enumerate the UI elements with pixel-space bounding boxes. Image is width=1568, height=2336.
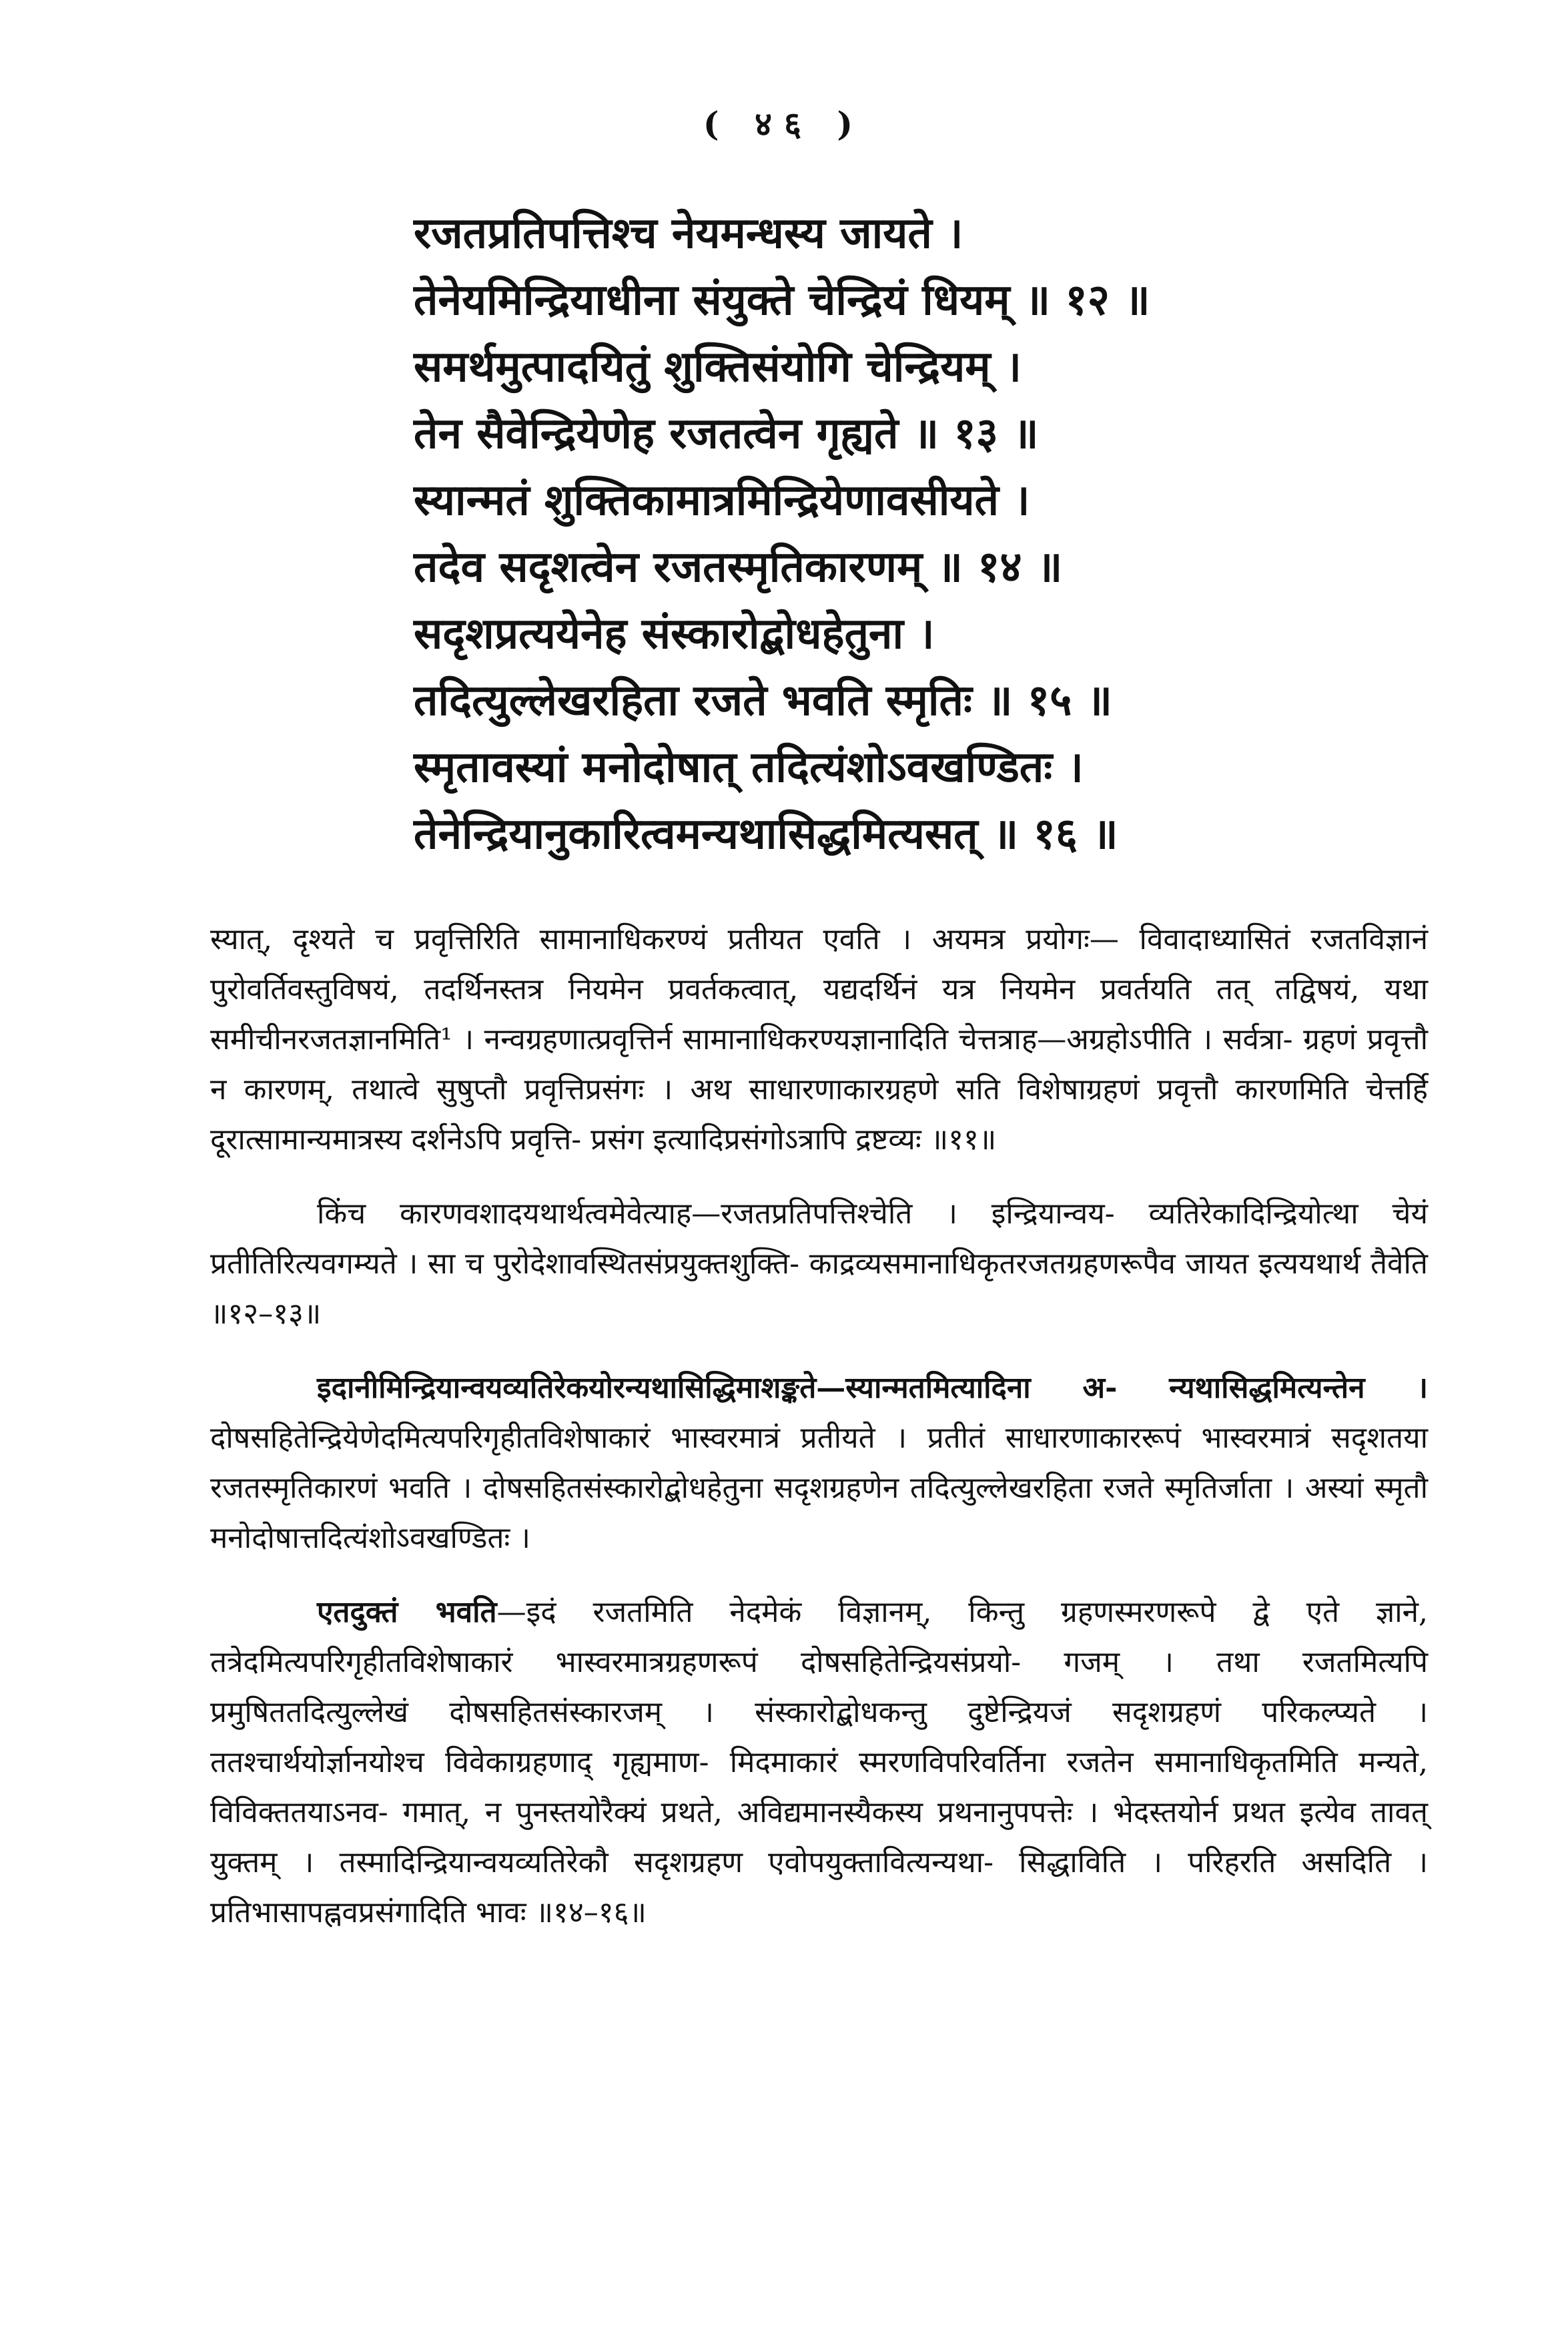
commentary-paragraph-1: स्यात्, दृश्यते च प्रवृत्तिरिति सामानाधिकरण्यं प्रतीयत एवति । अयमत्र प्रयोगः— विवादाध्यासितं रजतविज्ञानं पुरोवर्तिवस्तुविषयं, तदर्थिनस्तत्र नियमेन प्रवर्तकत्वात्, यद्यदर्थिनं यत्र नियमेन प्रवर्तयति तत् तद्विषयं, यथा समीचीनरजतज्ञानमिति¹ । नन्वग्रहणात्प्रवृत्तिर्न सामानाधिकरण्यज्ञानादिति चेत्तत्राह—अग्रहोऽपीति । सर्वत्रा- ग्रहणं प्रवृत्तौ न कारणम्, तथात्वे सुषुप्तौ प्रवृत्तिप्रसंगः । अथ साधारणाकारग्रहणे सति विशेषाग्रहणं प्रवृत्तौ कारणमिति चेत्तर्हि दूरात्सामान्यमात्रस्य दर्शनेऽपि प्रवृत्ति- प्रसंग इत्यादिप्रसंगोऽत्रापि द्रष्टव्यः ॥११॥ (210, 922, 1428, 1157)
commentary-paragraph-3 (210, 1363, 1428, 1563)
verse-line: स्मृतावस्यां मनोदोषात् तदित्यंशोऽवखण्डितः । (414, 742, 1084, 792)
paragraph-body-text: दोषसहितेन्द्रियेणेदमित्यपरिगृहीतविशेषाकारं भास्वरमात्रं प्रतीयते । प्रतीतं साधारणाकाररूपं भास्वरमात्रं सदृशतया रजतस्मृतिकारणं भवति । दोषसहितसंस्कारोद्बोधहेतुना सदृशग्रहणेन तदित्युल्लेखरहिता रजते स्मृतिर्जाता । अस्यां स्मृतौ मनोदोषात्तदित्यंशोऽवखण्डितः । (210, 1421, 1428, 1555)
verse-line: सदृशप्रत्ययेनेह संस्कारोद्बोधहेतुना । (414, 609, 935, 659)
verse-line: तेनेन्द्रियानुकारित्वमन्यथासिद्धमित्यसत् ॥ १६ ॥ (414, 809, 1118, 859)
commentary-paragraph-4 (210, 1587, 1428, 1938)
page-number: ( ४६ ) (703, 104, 865, 143)
verse-line: तेन सैवेन्द्रियेणेह रजतत्वेन गृह्यते ॥ १३ ॥ (414, 408, 1039, 459)
verse-line: समर्थमुत्पादयितुं शुक्तिसंयोगि चेन्द्रियम् । (414, 342, 1022, 392)
commentary-block (210, 914, 1428, 1962)
verse-line: तदेव सदृशत्वेन रजतस्मृतिकारणम् ॥ १४ ॥ (414, 542, 1063, 592)
verse-line: रजतप्रतिपत्तिश्च नेयमन्धस्य जायते । (414, 208, 963, 258)
paragraph-lead-text: एतदुक्तं भवति (317, 1595, 497, 1629)
verse-line: तदित्युल्लेखरहिता रजते भवति स्मृतिः ॥ १५ ॥ (414, 675, 1112, 725)
commentary-paragraph-2: किंच कारणवशादयथार्थत्वमेवेत्याह—रजतप्रतिपत्तिश्चेति । इन्द्रियान्वय- व्यतिरेकादिन्द्रियोत्था चेयं प्रतीतिरित्यवगम्यते । सा च पुरोदेशावस्थितसंप्रयुक्तशुक्ति- काद्रव्यसमानाधिकृतरजतग्रहणरूपैव जायत इत्ययथार्थ तैवेति ॥१२–१३॥ (210, 1197, 1428, 1331)
verse-line: स्यान्मतं शुक्तिकामात्रमिन्द्रियेणावसीयते । (414, 475, 1030, 525)
paragraph-lead-text: इदानीमिन्द्रियान्वयव्यतिरेकयोरन्यथासिद्धिमाशङ्कते—स्यान्मतमित्यादिना अ- न्यथासिद्धमित्यन्तेन । (317, 1371, 1428, 1405)
verse-block (414, 200, 1455, 868)
verse-line: तेनेयमिन्द्रियाधीना संयुक्ते चेन्द्रियं धियम् ॥ १२ ॥ (414, 275, 1150, 325)
paragraph-body-text: —इदं रजतमिति नेदमेकं विज्ञानम्, किन्तु ग्रहणस्मरणरूपे द्वे एते ज्ञाने, तत्रेदमित्यपरिगृहीतविशेषाकारं भास्वरमात्रग्रहणरूपं दोषसहितेन्द्रियसंप्रयो- गजम् । तथा रजतमित्यपि प्रमुषिततदित्युल्लेखं दोषसहितसंस्कारजम् । संस्कारोद्बोधकन्तु दुष्टेन्द्रियजं सदृशग्रहणं परिकल्प्यते । ततश्चार्थयोर्ज्ञानयोश्च विवेकाग्रहणाद् गृह्यमाण- मिदमाकारं स्मरणविपरिवर्तिना रजतेन समानाधिकृतमिति मन्यते, विविक्ततयाऽनव- गमात्, न पुनस्तयोरैक्यं प्रथते, अविद्यमानस्यैकस्य प्रथनानुपपत्तेः । भेदस्तयोर्न प्रथत इत्येव तावत् युक्तम् । तस्मादिन्द्रियान्वयव्यतिरेकौ सदृशग्रहण एवोपयुक्तावित्यन्यथा- सिद्धाविति । परिहरति असदिति । प्रतिभासापह्नवप्रसंगादिति भावः ॥१४–१६॥ (210, 1595, 1428, 1930)
